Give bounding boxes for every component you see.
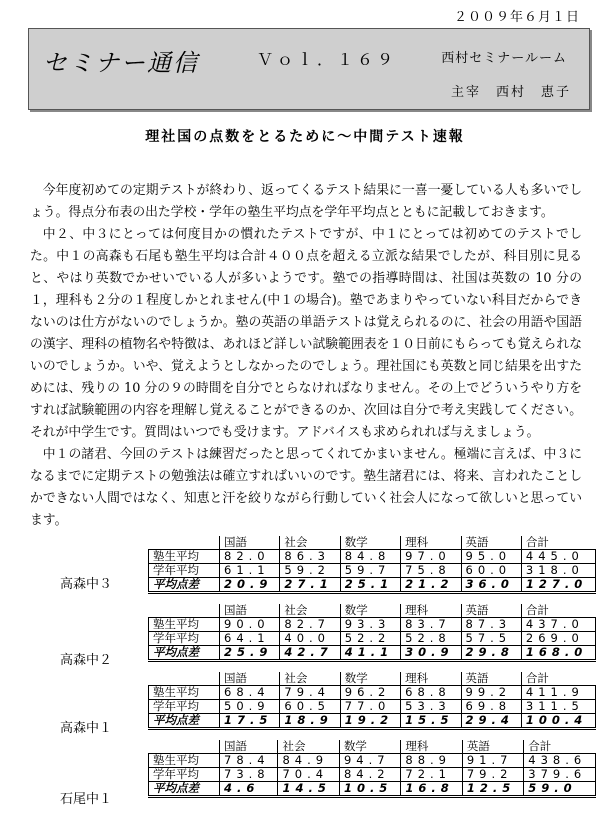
table-row [149, 646, 596, 661]
table-header-row [149, 536, 596, 550]
score-table [148, 672, 596, 730]
row-label: 塾生平均 [149, 686, 220, 700]
row-label: 平均点差 [149, 578, 220, 593]
table-cell: 64.1 [220, 632, 280, 646]
row-label: 学年平均 [149, 700, 220, 714]
school-label: 石尾中１ [60, 792, 113, 807]
table-cell: 96.2 [340, 686, 400, 700]
row-label: 平均点差 [149, 782, 220, 797]
table-cell: 127.0 [521, 578, 595, 593]
article-headline: 理社国の点数をとるために～中間テスト速報 [145, 129, 465, 145]
table-cell: 82.7 [280, 618, 340, 632]
newsletter-banner [28, 28, 590, 110]
table-cell: 4.6 [220, 782, 278, 797]
table-header-row [149, 740, 596, 754]
score-table [148, 604, 596, 662]
table-cell: 16.8 [401, 782, 462, 797]
table-cell: 40.0 [280, 632, 340, 646]
table-cell: 79.2 [462, 768, 523, 782]
table-cell: 53.3 [401, 700, 461, 714]
table-row [149, 578, 596, 593]
table-cell: 41.1 [340, 646, 400, 661]
school-label: 高森中３ [60, 577, 113, 592]
table-cell: 94.7 [339, 754, 400, 768]
row-label: 学年平均 [149, 768, 220, 782]
column-header: 数学 [340, 604, 400, 618]
table-cell: 95.0 [461, 550, 521, 564]
table-cell: 82.0 [220, 550, 280, 564]
column-header: 英語 [461, 604, 521, 618]
table-cell: 60.5 [280, 700, 340, 714]
table-cell: 57.5 [461, 632, 521, 646]
table-cell: 411.9 [521, 686, 595, 700]
column-header: 社会 [278, 740, 339, 754]
table-cell: 61.1 [220, 564, 280, 578]
table-cell: 91.7 [462, 754, 523, 768]
paragraph: 今年度初めての定期テストが終わり、返ってくるテスト結果に一喜一憂している人も多いでしょう。得点分布表の出た学校・学年の塾生平均点を学年平均点とともに記載しておきます。 [30, 183, 582, 220]
newsletter-title: セミナー通信 [43, 49, 199, 77]
table-cell: 445.0 [521, 550, 595, 564]
table-row [149, 632, 596, 646]
table-cell: 318.0 [521, 564, 595, 578]
table-cell: 93.3 [340, 618, 400, 632]
column-header: 数学 [339, 740, 400, 754]
paragraph: 中１の諸君、今回のテストは練習だったと思ってくれてかまいません。極端に言えば、中３になるまでに定期テストの勉強法は確立すればいいのです。塾生諸君には、将来、言われたことしかできない人間ではなく、知恵と汗を絞りながら行動していく社会人になって欲しいと思っています。 [30, 447, 582, 528]
table-cell: 86.3 [280, 550, 340, 564]
column-header: 国語 [220, 604, 280, 618]
table-cell: 17.5 [220, 714, 280, 729]
table-cell: 379.6 [524, 768, 596, 782]
table-cell: 99.2 [461, 686, 521, 700]
volume-number: Ｖｏｌ．１６９ [257, 50, 398, 69]
table-row [149, 700, 596, 714]
table-cell: 72.1 [401, 768, 462, 782]
table-row [149, 618, 596, 632]
column-header: 国語 [220, 740, 278, 754]
column-header: 合計 [524, 740, 596, 754]
table-cell: 14.5 [278, 782, 339, 797]
table-cell: 29.8 [461, 646, 521, 661]
column-header: 英語 [461, 536, 521, 550]
table-cell: 30.9 [401, 646, 461, 661]
table-cell: 50.9 [220, 700, 280, 714]
organization-name: 西村セミナールーム [441, 51, 567, 66]
table-row [149, 686, 596, 700]
table-cell: 18.9 [280, 714, 340, 729]
score-table [148, 740, 596, 798]
table-cell: 36.0 [461, 578, 521, 593]
table-cell: 84.8 [340, 550, 400, 564]
table-cell: 52.8 [401, 632, 461, 646]
table-cell: 27.1 [280, 578, 340, 593]
table-cell: 311.5 [521, 700, 595, 714]
table-cell: 42.7 [280, 646, 340, 661]
column-header: 英語 [461, 672, 521, 686]
row-label: 塾生平均 [149, 550, 220, 564]
table-row [149, 550, 596, 564]
row-label: 塾生平均 [149, 618, 220, 632]
table-header-row [149, 604, 596, 618]
table-cell: 75.8 [401, 564, 461, 578]
table-row [149, 782, 596, 797]
column-header: 理科 [401, 536, 461, 550]
column-header: 国語 [220, 536, 280, 550]
score-table-block [60, 536, 600, 606]
table-cell: 59.2 [280, 564, 340, 578]
table-cell: 437.0 [521, 618, 595, 632]
table-cell: 438.6 [524, 754, 596, 768]
table-cell: 19.2 [340, 714, 400, 729]
school-label: 高森中２ [60, 653, 113, 668]
table-cell: 84.2 [339, 768, 400, 782]
score-table [148, 536, 596, 594]
table-cell: 84.9 [278, 754, 339, 768]
table-cell: 21.2 [401, 578, 461, 593]
column-header: 社会 [280, 536, 340, 550]
table-cell: 10.5 [339, 782, 400, 797]
column-header: 数学 [340, 536, 400, 550]
table-cell: 59.7 [340, 564, 400, 578]
column-header: 理科 [401, 672, 461, 686]
table-cell: 77.0 [340, 700, 400, 714]
table-cell: 20.9 [220, 578, 280, 593]
table-cell: 87.3 [461, 618, 521, 632]
table-cell: 69.8 [461, 700, 521, 714]
column-header: 合計 [521, 536, 595, 550]
table-cell: 70.4 [278, 768, 339, 782]
column-header: 理科 [401, 740, 462, 754]
table-cell: 73.8 [220, 768, 278, 782]
row-label: 平均点差 [149, 646, 220, 661]
score-table-block [60, 604, 600, 674]
column-header: 理科 [401, 604, 461, 618]
issue-date: ２００９年６月１日 [453, 10, 580, 25]
table-cell: 168.0 [521, 646, 595, 661]
row-label: 学年平均 [149, 564, 220, 578]
row-label: 学年平均 [149, 632, 220, 646]
column-header: 国語 [220, 672, 280, 686]
column-header: 合計 [521, 672, 595, 686]
table-cell: 269.0 [521, 632, 595, 646]
column-header: 社会 [280, 672, 340, 686]
table-cell: 100.4 [521, 714, 595, 729]
table-cell: 12.5 [462, 782, 523, 797]
column-header: 数学 [340, 672, 400, 686]
column-header: 社会 [280, 604, 340, 618]
table-row [149, 714, 596, 729]
table-cell: 25.1 [340, 578, 400, 593]
table-cell: 90.0 [220, 618, 280, 632]
table-cell: 59.0 [524, 782, 596, 797]
table-row [149, 768, 596, 782]
table-row [149, 754, 596, 768]
table-cell: 25.9 [220, 646, 280, 661]
table-cell: 68.4 [220, 686, 280, 700]
table-cell: 88.9 [401, 754, 462, 768]
column-header: 合計 [521, 604, 595, 618]
row-label: 平均点差 [149, 714, 220, 729]
table-cell: 15.5 [401, 714, 461, 729]
table-cell: 78.4 [220, 754, 278, 768]
table-header-row [149, 672, 596, 686]
score-table-block [60, 672, 600, 742]
table-row [149, 564, 596, 578]
owner-name: 主宰 西村 恵子 [450, 85, 571, 100]
table-cell: 79.4 [280, 686, 340, 700]
row-label: 塾生平均 [149, 754, 220, 768]
paragraph: 中２、中３にとっては何度目かの慣れたテストですが、中１にとっては初めてのテストでした。中１の高森も石尾も塾生平均は合計４００点を超える立派な結果でしたが、科目別に見ると、やはり英数でかせいでいる人が多いようです。塾での指導時間は、社国は英数の 10 分の１，理科も２分の１程度しかとれません(中１の場合)。塾であまりやっていない科目だからできないのは仕方がないのでしょうか。塾の英語の単語テストは覚えられるのに、社会の用語や国語の漢字、理科の植物名や特徴は、あれほど詳しい試験範囲表を１０日前にもらっても覚えられないのでしょうか。いや、覚えようとしなかったのでしょう。理社国にも英数と同じ結果を出すためには、残りの 10 分の９の時間を自分でとらなければなりません。その上でどういうやり方をすれば試験範囲の内容を理解し覚えることができるのか、次回は自分で考え実践してください。それが中学生です。質問はいつでも受けます。アドバイスも求められれば与えましょう。 [30, 227, 582, 440]
article-body [30, 180, 582, 532]
table-cell: 29.4 [461, 714, 521, 729]
column-header: 英語 [462, 740, 523, 754]
table-cell: 60.0 [461, 564, 521, 578]
table-cell: 97.0 [401, 550, 461, 564]
school-label: 高森中１ [60, 721, 113, 736]
score-table-block [60, 740, 600, 810]
table-cell: 52.2 [340, 632, 400, 646]
table-cell: 68.8 [401, 686, 461, 700]
table-cell: 83.7 [401, 618, 461, 632]
